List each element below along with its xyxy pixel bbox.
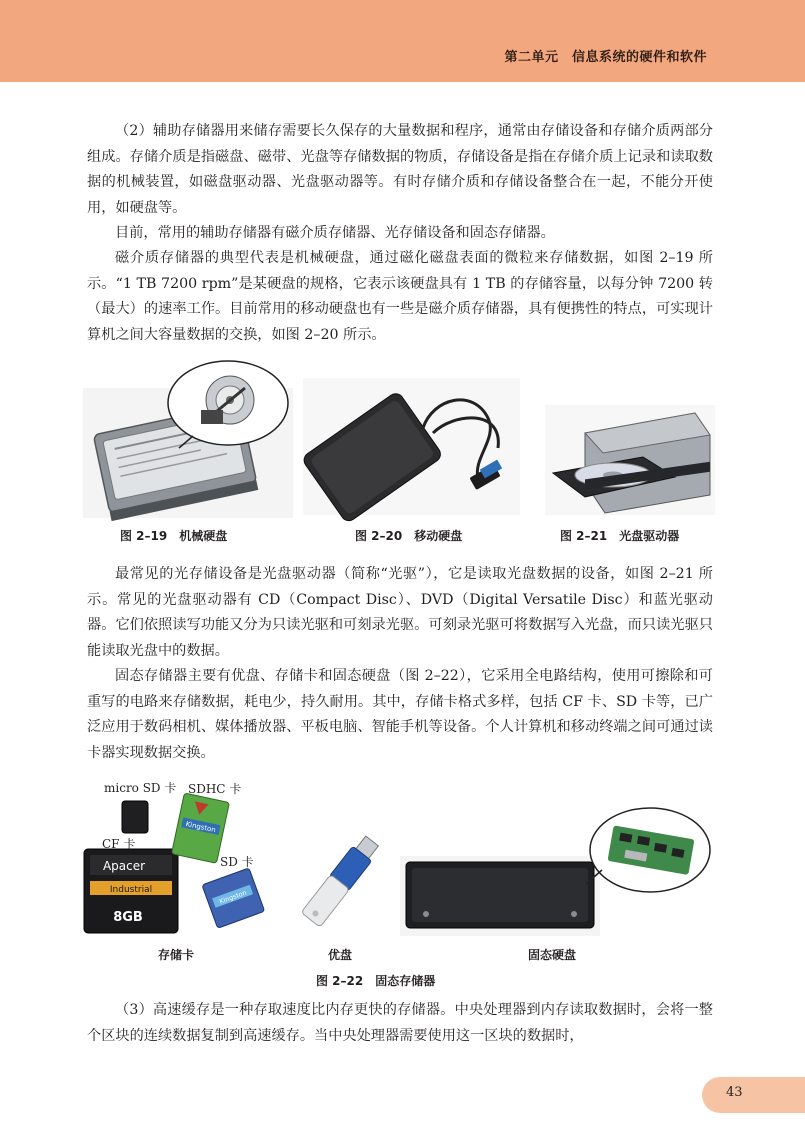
paragraph-solid-state: 固态存储器主要有优盘、存储卡和固态硬盘（图 2–22），它采用全电路结构，使用可擦除和可重写的电路来存储数据，耗电少，持久耐用。其中，存储卡格式多样，包括 CF 卡、SD 卡等，已广泛应用于数码相机、媒体播放器、平板电脑、智能手机等设备。个人计算机和移动终端之间可通过读卡器实现数据交换。 [87, 668, 713, 761]
page-number: 43 [726, 1085, 743, 1100]
sub-caption-memory-card: 存储卡 [158, 948, 195, 962]
paragraph-cache: （3）高速缓存是一种存取速度比内存更快的存储器。中央处理器到内存读取数据时，会将一整个区块的连续数据复制到高速缓存。当中央处理器需要使用这一区块的数据时， [87, 1002, 713, 1044]
header-title: 第二单元 信息系统的硬件和软件 [504, 50, 707, 65]
sd-brand-label: Kingston [218, 888, 248, 906]
paragraph-storage-types: 目前，常用的辅助存储器有磁介质存储器、光存储设备和固态存储器。 [115, 225, 555, 241]
label-sdhc: SDHC 卡 [188, 782, 242, 796]
page-header [0, 0, 805, 82]
sdhc-brand-label: Kingston [184, 820, 217, 835]
sub-caption-usb-flash: 优盘 [328, 948, 353, 962]
label-sd: SD 卡 [220, 855, 254, 869]
figure-caption-optical-drive: 图 2–21 光盘驱动器 [560, 529, 680, 543]
cf-type-label: Industrial [109, 885, 153, 895]
hard-disk-drive-illustration [83, 358, 293, 518]
label-micro-sd: micro SD 卡 [104, 781, 177, 795]
paragraph-optical-storage: 最常见的光存储设备是光盘驱动器（简称“光驱”），它是读取光盘数据的设备，如图 2–21 所示。常见的光盘驱动器有 CD（Compact Disc）、DVD（Digital Versatile Disc）和蓝光驱动器。它们依照读写功能又分为只读光驱和可刻录光驱。可刻录光驱可将数据写入光盘，而只读光驱只能读取光盘中的数据。 [87, 566, 713, 659]
label-cf: CF 卡 [102, 837, 136, 851]
paragraph-magnetic-storage: 磁介质存储器的典型代表是机械硬盘，通过磁化磁盘表面的微粒来存储数据，如图 2–19 所示。“1 TB 7200 rpm”是某硬盘的规格，它表示该硬盘具有 1 TB 的存储容量，以每分钟 7200 转（最大）的速率工作。目前常用的移动硬盘也有一些是磁介质存储器，具有便携性的特点，可实现计算机之间大容量数据的交换，如图 2–20 所示。 [87, 250, 713, 343]
figure-caption-hdd: 图 2–19 机械硬盘 [120, 529, 228, 543]
optical-drive-illustration [545, 405, 715, 515]
cf-capacity-label: 8GB [113, 910, 143, 925]
page-number-tab [702, 1077, 805, 1113]
portable-hard-disk-illustration [303, 378, 520, 515]
usb-flash-drive-illustration [300, 836, 385, 936]
sub-caption-ssd: 固态硬盘 [528, 948, 577, 962]
cf-brand-label: Apacer [102, 859, 146, 873]
paragraph-secondary-storage: （2）辅助存储器用来储存需要长久保存的大量数据和程序，通常由存储设备和存储介质两部分组成。存储介质是指磁盘、磁带、光盘等存储数据的物质，存储设备是指在存储介质上记录和读取数据的机械装置，如磁盘驱动器、光盘驱动器等。有时存储介质和存储设备整合在一起，不能分开使用，如硬盘等。 [87, 123, 713, 216]
ssd-illustration [400, 798, 716, 938]
figure-caption-portable-hdd: 图 2–20 移动硬盘 [355, 529, 463, 543]
figure-caption-solid-state: 图 2–22 固态存储器 [316, 974, 436, 988]
